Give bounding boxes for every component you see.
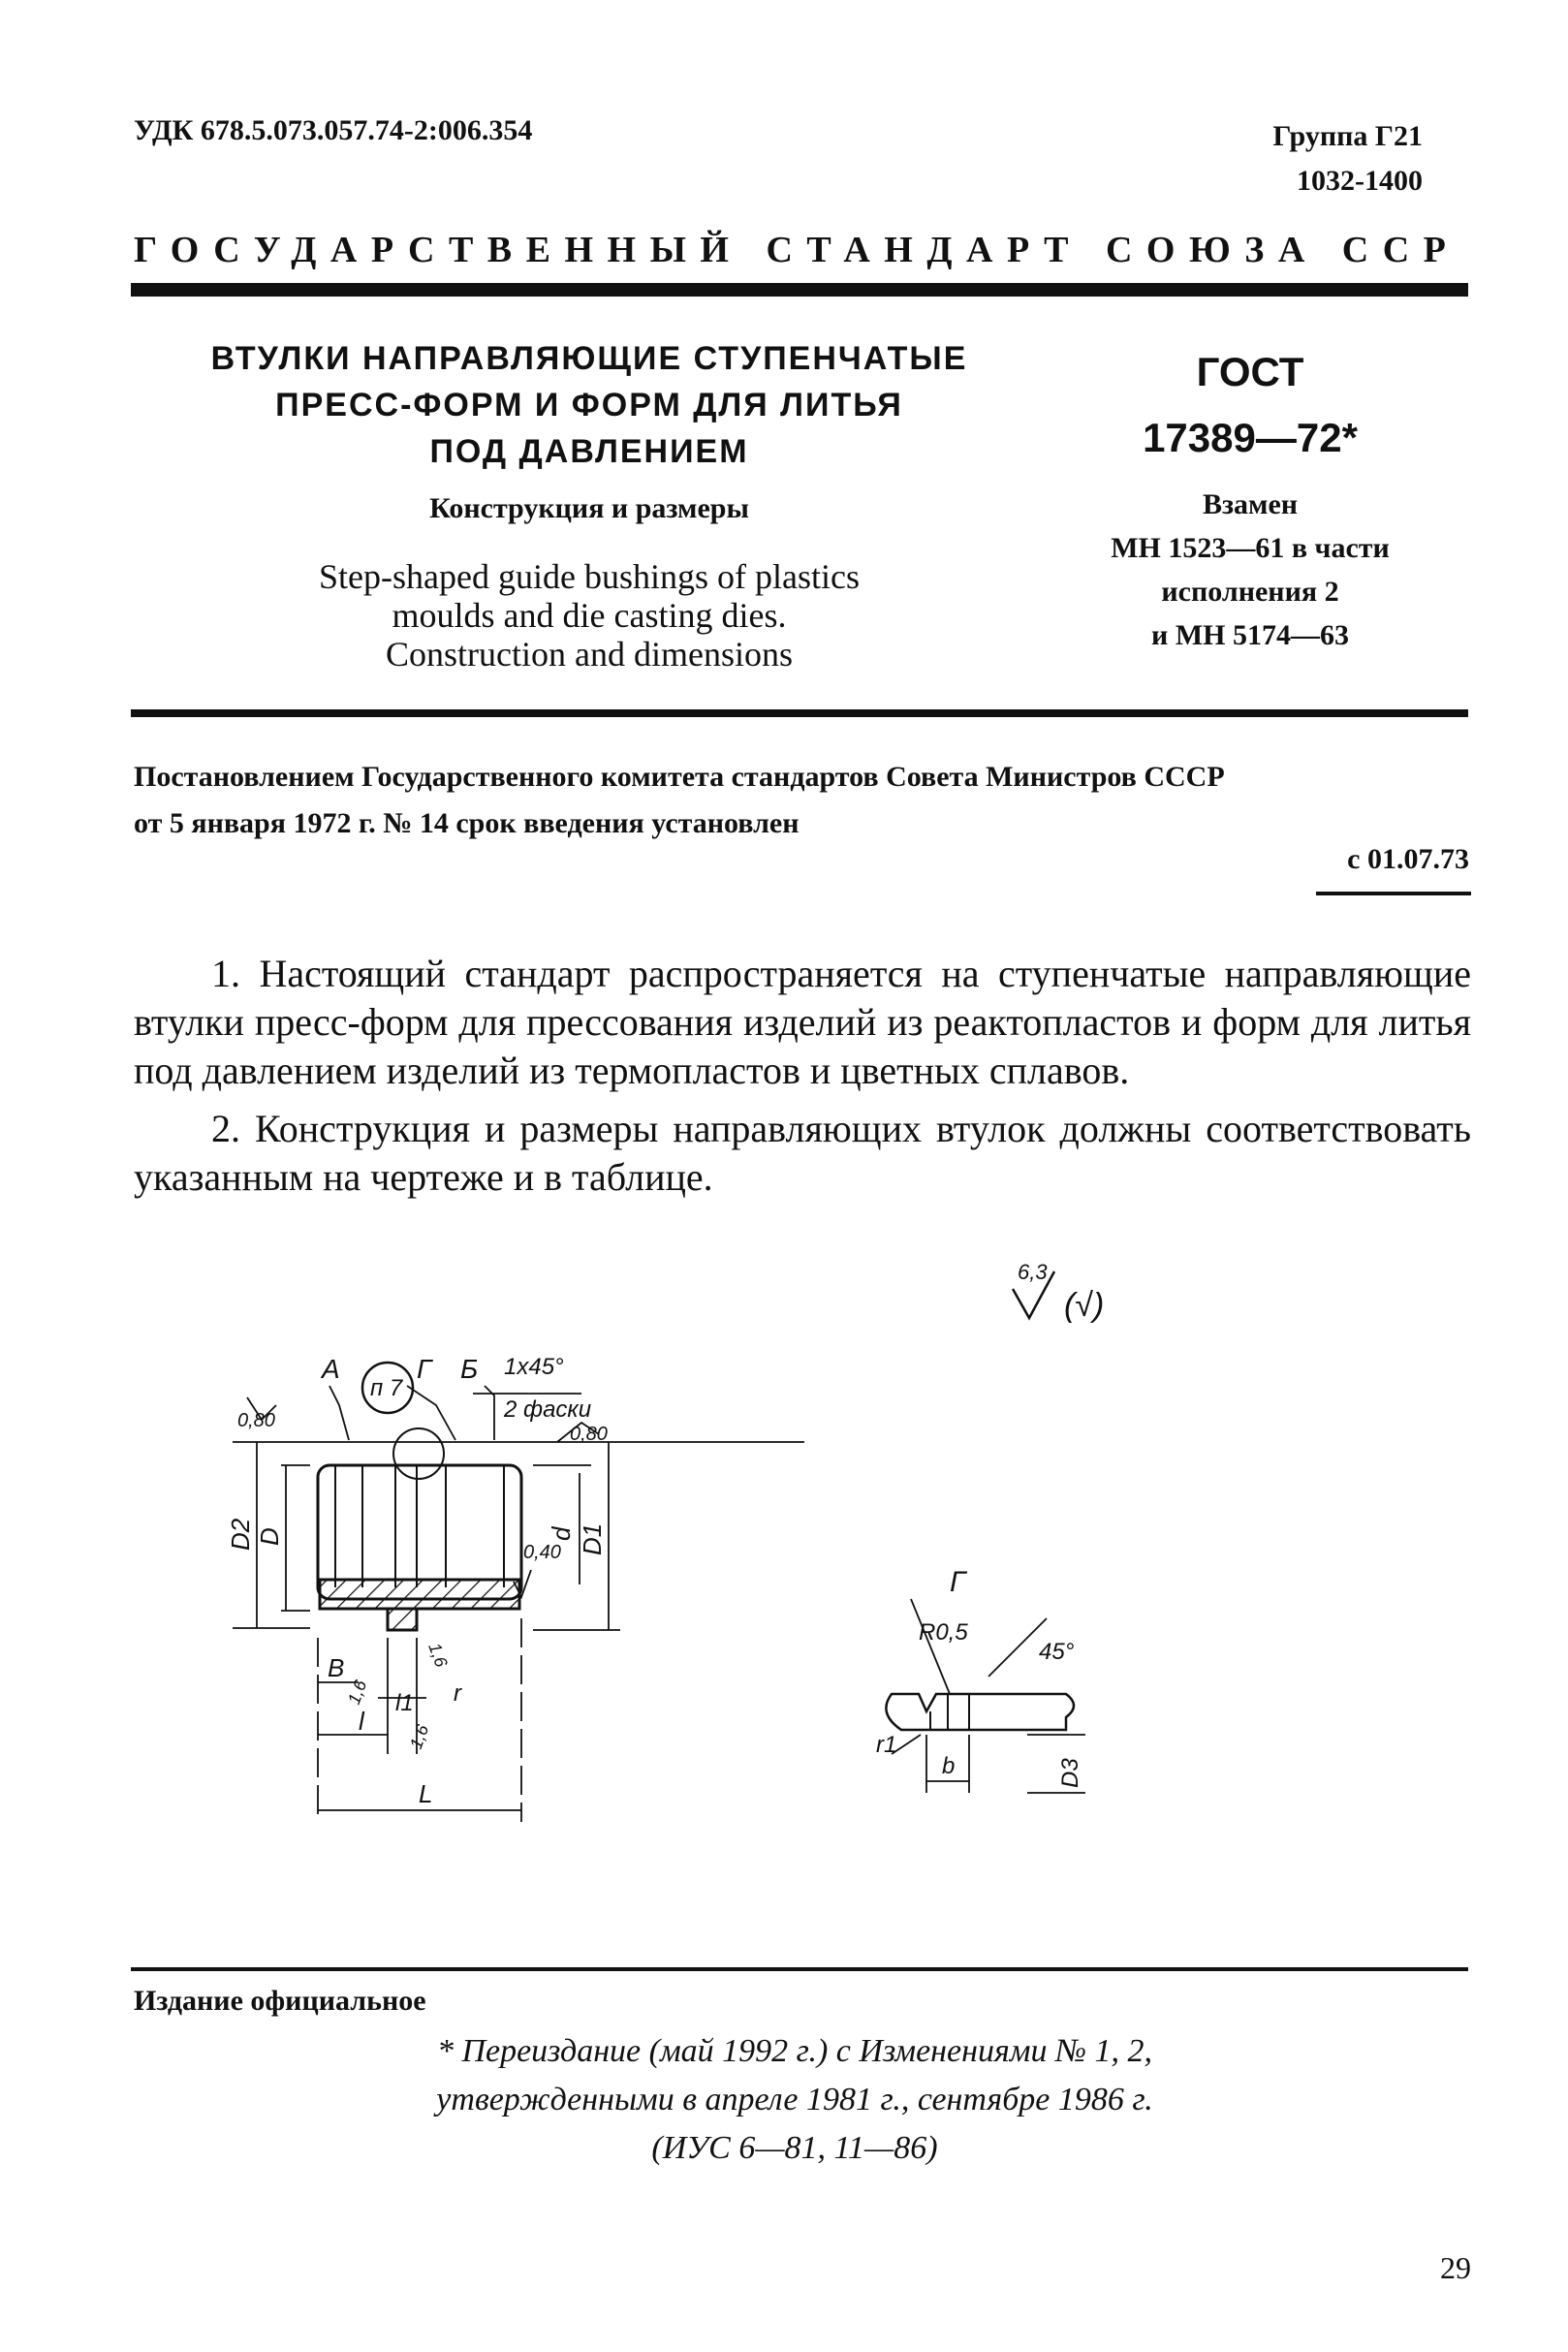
dimension-l-total: L (419, 1779, 433, 1808)
roughness-paren-mark: (√) (1064, 1287, 1105, 1324)
group-code (1272, 114, 1423, 204)
detail-angle: 45° (1039, 1639, 1075, 1665)
bushing-body (318, 1428, 521, 1630)
header-rule (131, 283, 1468, 297)
group-label: Группа Г21 (1272, 120, 1423, 152)
paragraph-1: 1. Настоящий стандарт распространяется на ступенчатые направляющие втулки пресс-форм для прессования изделий из реактопластов и форм для литья под давлением изделий из термопластов и цветных сплавов. (134, 952, 1471, 1092)
detail-r1: r1 (876, 1732, 897, 1758)
introduction-date: с 01.07.73 (1347, 843, 1469, 875)
english-title (163, 557, 1016, 674)
decree-text (134, 754, 1471, 847)
detail-d3: D3 (1057, 1758, 1083, 1788)
gost-designation (1076, 339, 1425, 471)
title-line-1: ВТУЛКИ НАПРАВЛЯЮЩИЕ СТУПЕНЧАТЫЕ (210, 340, 968, 377)
gost-number: 17389—72* (1143, 415, 1358, 460)
footnote-line-2: утвержденными в апреле 1981 г., сентябре 1986 г. (436, 2082, 1153, 2117)
label-b-cyr: Б (460, 1354, 479, 1384)
page-number: 29 (1440, 2250, 1471, 2285)
replaces-line-1: Взамен (1202, 488, 1299, 520)
decree-line-1: Постановлением Государственного комитета стандартов Совета Министров СССР (134, 761, 1225, 793)
dimension-r: r (454, 1680, 461, 1707)
official-edition-label: Издание официальное (134, 1985, 426, 2017)
dimension-d1: D1 (578, 1522, 607, 1555)
label-g: Г (417, 1354, 432, 1384)
dimension-l: l (359, 1707, 364, 1736)
decree-line-2: от 5 января 1972 г. № 14 срок введения установлен (134, 807, 800, 839)
replaces-line-3: исполнения 2 (1161, 576, 1339, 608)
detail-b: b (942, 1753, 956, 1779)
replaces-line-4: и МН 5174—63 (1151, 619, 1349, 651)
item-callout-label: п 7 (370, 1375, 403, 1401)
footnote-line-1: * Переиздание (май 1992 г.) с Изменениями № 1, 2, (436, 2033, 1153, 2069)
replaces-block (1076, 483, 1425, 657)
chamfer-size: 1х45° (504, 1354, 564, 1380)
roughness-1-6-a: 1,6 (343, 1678, 371, 1708)
paragraph-2: 2. Конструкция и размеры направляющих втулок должны соответствовать указанным на чертеже и в таблице. (134, 1107, 1471, 1199)
detail-label-g: Г (950, 1566, 966, 1598)
general-roughness-mark (1013, 1260, 1104, 1324)
dimension-d2: D2 (226, 1518, 255, 1551)
date-underline (1316, 892, 1471, 895)
english-title-line-2: moulds and die casting dies. (392, 596, 787, 635)
roughness-0-40: 0,40 (523, 1542, 561, 1563)
gost-label: ГОСТ (1196, 349, 1304, 394)
title-line-3: ПОД ДАВЛЕНИЕМ (429, 433, 749, 470)
udk-code: УДК 678.5.073.057.74-2:006.354 (134, 114, 533, 146)
roughness-0-80-left: 0,80 (237, 1410, 275, 1431)
roughness-1-6-b: 1,6 (424, 1640, 452, 1670)
document-subtitle: Конструкция и размеры (429, 492, 749, 524)
footer-rule (131, 1967, 1468, 1971)
label-a: А (322, 1354, 340, 1384)
title-line-2: ПРЕСС-ФОРМ И ФОРМ ДЛЯ ЛИТЬЯ (275, 387, 903, 423)
dimension-d-inner: d (547, 1526, 576, 1541)
label-v: В (328, 1653, 345, 1682)
english-title-line-1: Step-shaped guide bushings of plastics (319, 557, 860, 596)
roughness-0-80-right: 0,80 (570, 1424, 608, 1445)
dimension-l1: l1 (395, 1690, 414, 1716)
dimension-d-outer: D (255, 1527, 284, 1546)
bushing-technical-drawing (226, 1250, 1124, 1870)
english-title-line-3: Construction and dimensions (386, 635, 793, 674)
detail-radius: R0,5 (919, 1619, 968, 1646)
detail-view-g (886, 1599, 1085, 1793)
roughness-value: 6,3 (1018, 1260, 1048, 1284)
chamfer-note: 2 фаски (504, 1396, 592, 1423)
state-standard-heading: ГОСУДАРСТВЕННЫЙ СТАНДАРТ СОЮЗА ССР (134, 230, 1460, 270)
document-title (163, 335, 1016, 475)
roughness-1-6-c: 1,6 (405, 1722, 433, 1752)
title-rule (131, 709, 1468, 717)
reissue-footnote (359, 2027, 1231, 2173)
replaces-line-2: МН 1523—61 в части (1111, 532, 1390, 564)
classification-code: 1032-1400 (1297, 165, 1423, 197)
footnote-line-3: (ИУС 6—81, 11—86) (651, 2130, 938, 2166)
